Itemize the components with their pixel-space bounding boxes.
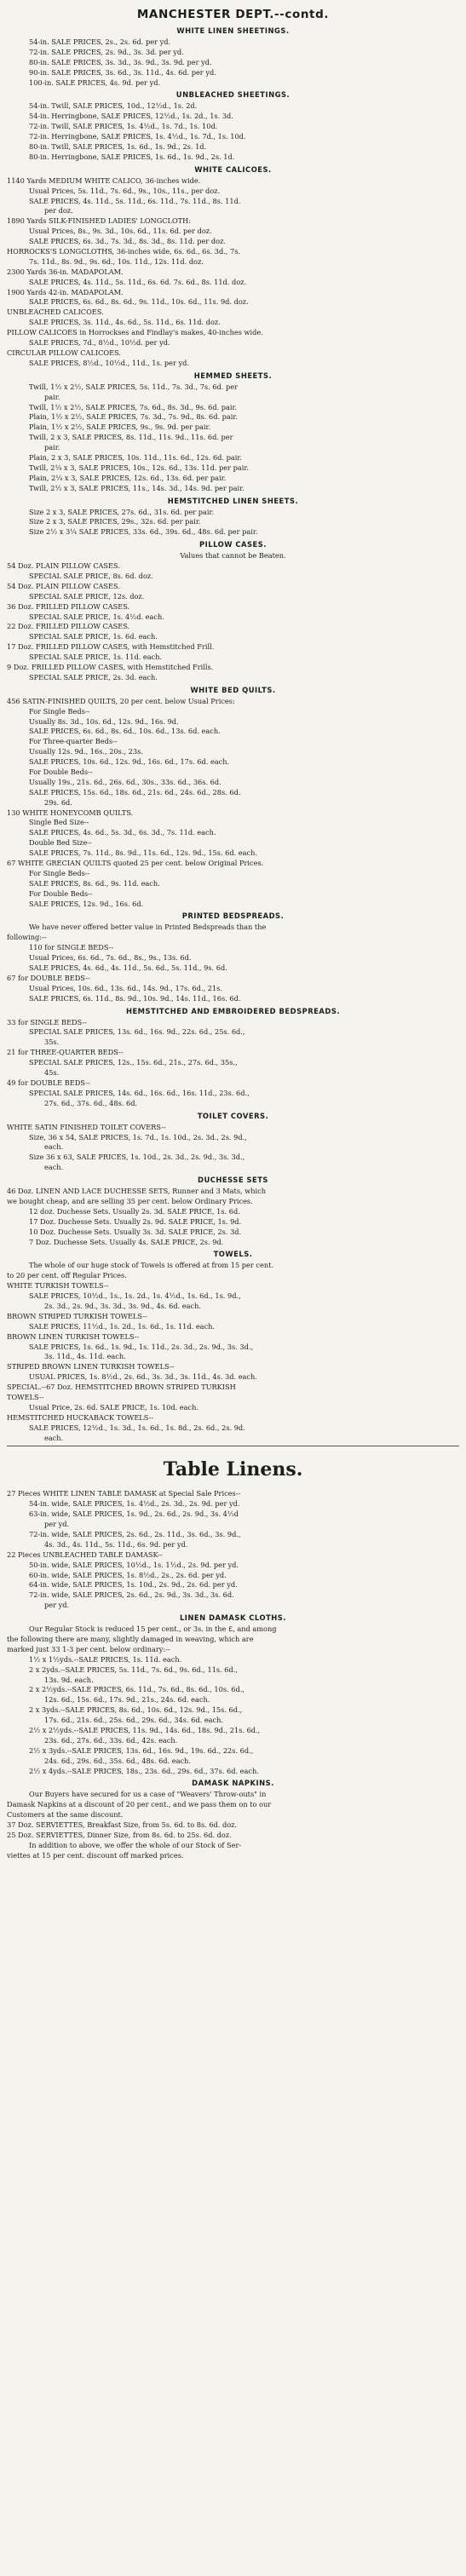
table-linens-body — [7, 1489, 459, 1611]
text-line: SALE PRICES, 7d., 8½d., 10½d. per yd. — [29, 338, 170, 348]
text-line: 7s. 11d., 8s. 9d., 9s. 6d., 10s. 11d., 12s. 11d. doz. — [29, 256, 204, 266]
text-line: 37 Doz. SERVIETTES, Breakfast Size, from 5s. 6d. to 8s. 6d. doz. — [7, 1820, 238, 1830]
text-line: 33 for SINGLE BEDS-- — [7, 1017, 88, 1026]
text-line: 54-in. Twill, SALE PRICES, 10d., 12½d., 1s. 2d. — [29, 101, 198, 111]
text-line: 24s. 6d., 29s. 6d., 35s. 6d., 48s. 6d. each. — [44, 1756, 191, 1765]
text-line: SALE PRICES, 6s. 3d., 7s. 3d., 8s. 3d., 8s. 11d. per doz. — [29, 237, 227, 246]
text-line: 1½ x 1½yds.--SALE PRICES, 1s. 11d. each. — [29, 1654, 182, 1664]
text-line: 2300 Yards 36-in. MADAPOLAM. — [7, 267, 124, 276]
text-line: Usually 8s. 3d., 10s. 6d., 12s. 9d., 16s. 9d. — [29, 716, 179, 726]
text-line: SPECIAL SALE PRICE, 2s. 3d. each. — [29, 672, 158, 681]
text-line: 13s. 9d. each. — [44, 1675, 94, 1684]
text-line: For Double Beds-- — [29, 768, 93, 776]
text-line: SALE PRICES, 15s. 6d., 18s. 6d., 21s. 6d., 24s. 6d., 28s. 6d. — [29, 787, 241, 796]
section-heading: UNBLEACHED SHEETINGS. — [175, 90, 291, 100]
text-line: 60-in. wide, SALE PRICES, 1s. 8½d., 2s., 2s. 6d. per yd. — [29, 1570, 227, 1579]
text-line: 1900 Yards 42-in. MADAPOLAM. — [7, 287, 124, 296]
text-line: SPECIAL SALE PRICES, 13s. 6d., 16s. 9d., 22s. 6d., 25s. 6d., — [29, 1027, 245, 1037]
text-line: 3s. 11d., 4s. 11d. each. — [44, 1352, 126, 1361]
text-line: 17 Doz. Duchesse Sets. Usually 2s. 9d. SALE PRICE, 1s. 9d. — [29, 1216, 242, 1226]
text-line: HEMSTITCHED HUCKABACK TOWELS-- — [7, 1412, 154, 1422]
text-line: 27 Pieces WHITE LINEN TABLE DAMASK at Special Sale Prices-- — [7, 1489, 241, 1498]
text-line: 67 for DOUBLE BEDS-- — [7, 973, 90, 982]
text-line: The whole of our huge stock of Towels is offered at from 15 per cent. — [29, 1261, 273, 1270]
text-line: 12s. 6d., 15s. 6d., 17s. 9d., 21s., 24s. 6d. each. — [44, 1695, 210, 1705]
text-line: SPECIAL SALE PRICE, 8s. 6d. doz. — [29, 571, 153, 580]
text-line: SPECIAL SALE PRICES, 14s. 6d., 16s. 6d., 16s. 11d., 23s. 6d., — [29, 1088, 250, 1097]
text-line: Values that cannot be Beaten. — [180, 551, 286, 561]
text-line: 29s. 6d. — [44, 797, 72, 807]
text-line: UNBLEACHED CALICOES. — [7, 308, 104, 317]
text-line: 22 Pieces UNBLEACHED TABLE DAMASK-- — [7, 1550, 163, 1559]
text-line: 17s. 6d., 21s. 6d., 25s. 6d., 29s. 6d., 34s. 6d. each. — [44, 1716, 224, 1725]
text-line: SALE PRICES, 12½d., 1s. 3d., 1s. 6d., 1s. 8d., 2s. 6d., 2s. 9d. — [29, 1423, 245, 1432]
text-line: SALE PRICES, 4s. 11d., 5s. 11d., 6s. 11d., 7s. 11d., 8s. 11d. — [29, 196, 241, 205]
text-line: USUAL PRICES, 1s. 8½d., 2s. 6d., 3s. 3d., 3s. 11d., 4s. 3d. each. — [29, 1372, 257, 1382]
text-line: 12 doz. Duchesse Sets. Usually 2s. 3d. SALE PRICE, 1s. 6d. — [29, 1206, 240, 1216]
section-body — [7, 1187, 459, 1247]
text-line: Size, 36 x 54, SALE PRICES, 1s. 7d., 1s. 10d., 2s. 3d., 2s. 9d., — [29, 1132, 247, 1141]
text-line: 72-in. wide, SALE PRICES, 2s. 6d., 2s. 11d., 3s. 6d., 3s. 9d., — [29, 1530, 241, 1538]
text-line: 72-in. Twill, SALE PRICES, 1s. 4½d., 1s. 7d., 1s. 10d. — [29, 122, 218, 131]
text-line: 2½ x 2½yds.--SALE PRICES, 11s. 9d., 14s. 6d., 18s. 9d., 21s. 6d., — [29, 1726, 261, 1735]
text-line: 21 for THREE-QUARTER BEDS-- — [7, 1048, 124, 1057]
text-line: each. — [44, 1163, 64, 1172]
text-line: 10 Doz. Duchesse Sets. Usually 3s. 3d. SALE PRICE, 2s. 3d. — [29, 1227, 242, 1236]
text-line: SALE PRICES, 4s. 6d., 5s. 3d., 6s. 3d., 7s. 11d. each. — [29, 828, 216, 837]
text-line: 130 WHITE HONEYCOMB QUILTS. — [7, 808, 134, 817]
text-line: SPECIAL SALE PRICE, 12s. doz. — [29, 591, 145, 601]
text-line: 72-in. wide, SALE PRICES, 2s. 6d., 2s. 9d., 3s. 3d., 3s. 6d. — [29, 1590, 234, 1600]
text-line: We have never offered better value in Printed Bedspreads than the — [29, 923, 267, 932]
text-line: SALE PRICES, 4s. 11d., 5s. 11d., 6s. 6d. 7s. 6d., 8s. 11d. doz. — [29, 277, 247, 286]
text-line: Plain, 2 x 3, SALE PRICES, 10s. 11d., 11s. 6d., 12s. 6d. pair. — [29, 452, 242, 462]
text-line: Usual Prices, 6s. 6d., 7s. 6d., 8s., 9s., 13s. 6d. — [29, 953, 192, 963]
text-line: per yd. — [44, 1601, 70, 1610]
section-heading: LINEN DAMASK CLOTHS. — [179, 1613, 287, 1623]
text-line: 50-in. wide, SALE PRICES, 10½d., 1s. 1½d., 2s. 9d. per yd. — [29, 1560, 239, 1569]
text-line: SPECIAL SALE PRICE, 1s. 4½d. each. — [29, 612, 164, 621]
text-line: 2½ x 3yds.--SALE PRICES, 13s. 6d., 16s. 9d., 19s. 6d., 22s. 6d., — [29, 1745, 254, 1755]
text-line: Size 2 x 3, SALE PRICES, 29s., 32s. 6d. per pair. — [29, 517, 201, 526]
text-line: pair. — [44, 392, 60, 401]
text-line: Our Buyers have secured for us a case of "Weavers' Throw-outs" in — [29, 1790, 267, 1799]
text-line: 2 x 2½yds.--SALE PRICES, 6s. 11d., 7s. 6d., 8s. 6d., 10s. 6d., — [29, 1685, 245, 1694]
section-heading: DUCHESSE SETS — [198, 1176, 268, 1185]
text-line: SPECIAL SALE PRICE, 1s. 6d. each. — [29, 632, 158, 641]
text-line: 54-in. wide, SALE PRICES, 1s. 4½d., 2s. 3d., 2s. 9d. per yd. — [29, 1499, 240, 1509]
section-heading: TOWELS. — [213, 1250, 253, 1259]
text-line: SPECIAL SALE PRICE, 1s. 11d. each. — [29, 653, 163, 662]
text-line: to 20 per cent. off Regular Prices. — [7, 1271, 127, 1280]
text-line: Usual Price, 2s. 6d. SALE PRICE, 1s. 10d. each. — [29, 1402, 198, 1412]
section-heading: DAMASK NAPKINS. — [192, 1779, 274, 1788]
text-line: the following there are many, slightly damaged in weaving, which are — [7, 1635, 254, 1644]
text-line: 23s. 6d., 27s. 6d., 33s. 6d., 42s. each. — [44, 1735, 178, 1745]
text-line: SALE PRICES, 1s. 6d., 1s. 9d., 1s. 11d., 2s. 3d., 2s. 9d., 3s. 3d., — [29, 1342, 254, 1351]
text-line: SALE PRICES, 10½d., 1s., 1s. 2d., 1s. 4½d., 1s. 6d., 1s. 9d., — [29, 1291, 241, 1301]
text-line: Usual Prices, 10s. 6d., 13s. 6d., 14s. 9d., 17s. 6d., 21s. — [29, 983, 222, 992]
text-line: 2 x 2yds.--SALE PRICES, 5s. 11d., 7s. 6d., 9s. 6d., 11s. 6d., — [29, 1665, 238, 1674]
section-heading: HEMMED SHEETS. — [193, 371, 273, 380]
text-line: per yd. — [44, 1520, 70, 1529]
text-line: SALE PRICES, 6s. 6d., 8s. 6d., 10s. 6d., 13s. 6d. each. — [29, 727, 221, 736]
section-body — [7, 923, 459, 1003]
text-line: 1140 Yards MEDIUM WHITE CALICO, 36-inches wide. — [7, 175, 201, 185]
text-line: 4s. 3d., 4s. 11d., 5s. 11d., 6s. 9d. per yd. — [44, 1539, 188, 1549]
text-line: 90-in. SALE PRICES, 3s. 6d., 3s. 11d., 4s. 6d. per yd. — [29, 67, 216, 77]
text-line: In addition to above, we offer the whole of our Stock of Ser- — [29, 1840, 242, 1849]
text-line: Single Bed Size-- — [29, 818, 89, 827]
text-line: viettes at 15 per cent. discount off marked prices. — [7, 1850, 184, 1860]
text-line: 54-in. SALE PRICES, 2s., 2s. 6d. per yd. — [29, 37, 171, 46]
text-line: For Three-quarter Beds-- — [29, 737, 118, 746]
text-line: 7 Doz. Duchesse Sets. Usually 4s. SALE PRICE, 2s. 9d. — [29, 1237, 224, 1246]
text-line: 80-in. Twill, SALE PRICES, 1s. 6d., 1s. 9d., 2s. 1d. — [29, 142, 207, 152]
text-line: For Single Beds-- — [29, 868, 90, 877]
section-body — [7, 697, 459, 910]
text-line: 456 SATIN-FINISHED QUILTS, 20 per cent. below Usual Prices: — [7, 696, 235, 705]
text-line: Twill, 2½ x 3, SALE PRICES, 11s., 14s. 3d., 14s. 9d. per pair. — [29, 483, 245, 492]
section-heading: HEMSTITCHED LINEN SHEETS. — [167, 496, 299, 505]
text-line: 46 Doz. LINEN AND LACE DUCHESSE SETS, Runner and 3 Mats, which — [7, 1187, 266, 1196]
section-body — [7, 1261, 459, 1443]
text-line: SALE PRICES, 11½d., 1s. 2d., 1s. 6d., 1s. 11d. each. — [29, 1321, 216, 1331]
text-line: 22 Doz. FRILLED PILLOW CASES. — [7, 622, 130, 631]
text-line: 54 Doz. PLAIN PILLOW CASES. — [7, 561, 120, 571]
section-body — [7, 101, 459, 162]
newspaper-column — [7, 5, 459, 2566]
text-line: Size 2 x 3, SALE PRICES, 27s. 6d., 31s. 6d. per pair. — [29, 507, 215, 516]
text-line: Size 2½ x 3¼ SALE PRICES, 33s. 6d., 39s. 6d., 48s. 6d. per pair. — [29, 527, 258, 537]
section-body — [7, 1018, 459, 1109]
text-line: SALE PRICES, 10s. 6d., 12s. 9d., 16s. 6d., 17s. 6d. each. — [29, 757, 230, 767]
sections-container — [7, 24, 459, 1443]
text-line: Size 36 x 63, SALE PRICES, 1s. 10d., 2s. 3d., 2s. 9d., 3s. 3d., — [29, 1153, 245, 1162]
text-line: 54 Doz. PLAIN PILLOW CASES. — [7, 581, 120, 590]
text-line: SALE PRICES, 6s. 11d., 8s. 9d., 10s. 9d., 14s. 11d., 16s. 6d. — [29, 993, 241, 1003]
text-line: SPECIAL.--67 Doz. HEMSTITCHED BROWN STRIPED TURKISH — [7, 1383, 236, 1392]
text-line: pair. — [44, 443, 60, 452]
text-line: SALE PRICES, 6s. 6d., 8s. 6d., 9s. 11d., 10s. 6d., 11s. 9d. doz. — [29, 297, 249, 307]
text-line: 80-in. SALE PRICES, 3s. 3d., 3s. 9d., 3s. 9d. per yd. — [29, 57, 212, 66]
text-line: 72-in. Herringbone, SALE PRICES, 1s. 4½d., 1s. 7d., 1s. 10d. — [29, 132, 246, 141]
text-line: Twill, 2 x 3, SALE PRICES, 8s. 11d., 11s. 9d., 11s. 6d. per — [29, 433, 233, 442]
text-line: Plain, 1½ x 2½, SALE PRICES, 9s., 9s. 9d. per pair. — [29, 423, 211, 432]
section-body — [7, 176, 459, 369]
text-line: per doz. — [44, 206, 73, 216]
text-line: For Single Beds-- — [29, 706, 90, 716]
text-line: 67 WHITE GRECIAN QUILTS quoted 25 per cent. below Original Prices. — [7, 859, 264, 868]
text-line: each. — [44, 1142, 64, 1152]
section-heading: WHITE CALICOES. — [194, 164, 272, 174]
section-body — [7, 1123, 459, 1173]
text-line: For Double Beds-- — [29, 888, 93, 898]
text-line: following:-- — [7, 933, 47, 942]
section-heading: HEMSTITCHED AND EMBROIDERED BEDSPREADS. — [125, 1006, 341, 1015]
section-body — [7, 382, 459, 494]
text-line: STRIPED BROWN LINEN TURKISH TOWELS-- — [7, 1362, 175, 1371]
text-line: SALE PRICES, 3s. 11d., 4s. 6d., 5s. 11d., 6s. 11d. doz. — [29, 318, 221, 327]
section-heading: WHITE LINEN SHEETINGS. — [176, 26, 290, 35]
text-line: 45s. — [44, 1068, 60, 1078]
section-body — [7, 551, 459, 683]
text-line: SALE PRICES, 8s. 6d., 9s. 11d. each. — [29, 878, 160, 888]
text-line: Twill, 2¼ x 3, SALE PRICES, 10s., 12s. 6d., 13s. 11d. per pair. — [29, 463, 249, 472]
text-line: CIRCULAR PILLOW CALICOES. — [7, 348, 122, 357]
text-line: 54-in. Herringbone, SALE PRICES, 12½d., 1s. 2d., 1s. 3d. — [29, 112, 233, 121]
text-line: WHITE TURKISH TOWELS-- — [7, 1281, 109, 1291]
table-linens-title: Table Linens. — [163, 1458, 303, 1481]
section-heading: TOILET COVERS. — [197, 1111, 269, 1120]
text-line: WHITE SATIN FINISHED TOILET COVERS-- — [7, 1122, 166, 1131]
text-line: Customers at the same discount. — [7, 1810, 124, 1820]
section-heading: PILLOW CASES. — [199, 540, 267, 549]
text-line: 35s. — [44, 1038, 60, 1047]
section-heading: PRINTED BEDSPREADS. — [181, 911, 285, 921]
text-line: Twill, 1½ x 2½, SALE PRICES, 7s. 6d., 8s. 3d., 9s. 6d. pair. — [29, 402, 238, 411]
text-line: 1890 Yards SILK-FINISHED LADIES' LONGCLOTH: — [7, 216, 192, 226]
text-line: each. — [44, 1433, 64, 1442]
text-line: BROWN STRIPED TURKISH TOWELS-- — [7, 1311, 147, 1320]
text-line: we bought cheap, and are selling 35 per cent. below Ordinary Prices. — [7, 1196, 253, 1205]
text-line: 64-in. wide, SALE PRICES, 1s. 10d., 2s. 9d., 2s. 6d. per yd. — [29, 1580, 238, 1590]
page-title: MANCHESTER DEPT.--contd. — [136, 8, 330, 21]
text-line: Plain, 2¼ x 3, SALE PRICES, 12s. 6d., 13s. 6d. per pair. — [29, 473, 227, 482]
damask-napkins-body — [7, 1790, 459, 1860]
text-line: 2s. 3d., 2s. 9d., 3s. 3d., 3s. 9d., 4s. 6d. each. — [44, 1301, 201, 1310]
text-line: 2½ x 4yds.--SALE PRICES, 18s., 23s. 6d., 29s. 6d., 37s. 6d. each. — [29, 1766, 259, 1775]
text-line: 49 for DOUBLE BEDS-- — [7, 1078, 90, 1087]
text-line: SALE PRICES, 8½d., 10½d., 11d., 1s. per yd. — [29, 358, 189, 367]
text-line: HORROCKS'S LONGCLOTHS, 36-inches wide, 6s. 6d., 6s. 3d., 7s. — [7, 247, 241, 256]
text-line: PILLOW CALICOES in Horrockses and Findlay's makes, 40-inches wide. — [7, 328, 263, 337]
text-line: Twill, 1½ x 2½, SALE PRICES, 5s. 11d., 7s. 3d., 7s. 6d. per — [29, 382, 238, 391]
section-heading: WHITE BED QUILTS. — [190, 685, 276, 694]
text-line: 2 x 3yds.--SALE PRICES, 8s. 6d., 10s. 6d., 12s. 9d., 15s. 6d., — [29, 1705, 243, 1715]
text-line: Plain, 1½ x 2½, SALE PRICES, 7s. 3d., 7s. 9d., 8s. 6d. pair. — [29, 412, 239, 422]
section-body — [7, 508, 459, 538]
text-line: 110 for SINGLE BEDS-- — [29, 943, 114, 952]
text-line: Usually 19s., 21s. 6d., 26s. 6d., 30s., 33s. 6d., 36s. 6d. — [29, 777, 221, 786]
text-line: Usual Prices, 8s., 9s. 3d., 10s. 6d., 11s. 6d. per doz. — [29, 227, 212, 236]
text-line: SALE PRICES, 12s. 9d., 16s. 6d. — [29, 899, 144, 908]
text-line: marked just 33 1-3 per cent. below ordinary:-- — [7, 1644, 170, 1653]
text-line: BROWN LINEN TURKISH TOWELS-- — [7, 1331, 140, 1341]
text-line: 25 Doz. SERVIETTES, Dinner Size, from 8s. 6d. to 25s. 6d. doz. — [7, 1831, 232, 1840]
linen-damask-cloths-body — [7, 1624, 459, 1776]
text-line: 72-in. SALE PRICES, 2s. 9d., 3s. 3d. per yd. — [29, 47, 184, 56]
text-line: SALE PRICES, 7s. 11d., 8s. 9d., 11s. 6d., 12s. 9d., 15s. 6d. each. — [29, 848, 258, 858]
text-line: 9 Doz. FRILLED PILLOW CASES, with Hemstitched Frills. — [7, 662, 214, 671]
text-line: SALE PRICES, 4s. 6d., 4s. 11d., 5s. 6d., 5s. 11d., 9s. 6d. — [29, 963, 227, 973]
text-line: 36 Doz. FRILLED PILLOW CASES. — [7, 601, 130, 611]
text-line: TOWELS-- — [7, 1392, 44, 1401]
text-line: Double Bed Size-- — [29, 838, 92, 848]
text-line: 27s. 6d., 37s. 6d., 48s. 6d. — [44, 1098, 138, 1107]
section-body — [7, 37, 459, 88]
text-line: 80-in. Herringbone, SALE PRICES, 1s. 6d., 1s. 9d., 2s. 1d. — [29, 152, 235, 161]
text-line: SPECIAL SALE PRICES, 12s., 15s. 6d., 21s., 27s. 6d., 35s., — [29, 1058, 238, 1067]
text-line: 100-in. SALE PRICES, 4s. 9d. per yd. — [29, 78, 161, 87]
text-line: Damask Napkins at a discount of 20 per cent., and we pass them on to our — [7, 1800, 272, 1809]
text-line: 63-in. wide, SALE PRICES, 1s. 9d., 2s. 6d., 2s. 9d., 3s. 4½d — [29, 1509, 239, 1519]
text-line: Usually 12s. 9d., 16s., 20s., 23s. — [29, 747, 143, 756]
text-line: Usual Prices, 5s. 11d., 7s. 6d., 9s., 10s., 11s., per doz. — [29, 186, 221, 195]
text-line: 17 Doz. FRILLED PILLOW CASES, with Hemstitched Frill. — [7, 642, 215, 652]
text-line: Our Regular Stock is reduced 15 per cent., or 3s. in the £, and among — [29, 1624, 277, 1634]
